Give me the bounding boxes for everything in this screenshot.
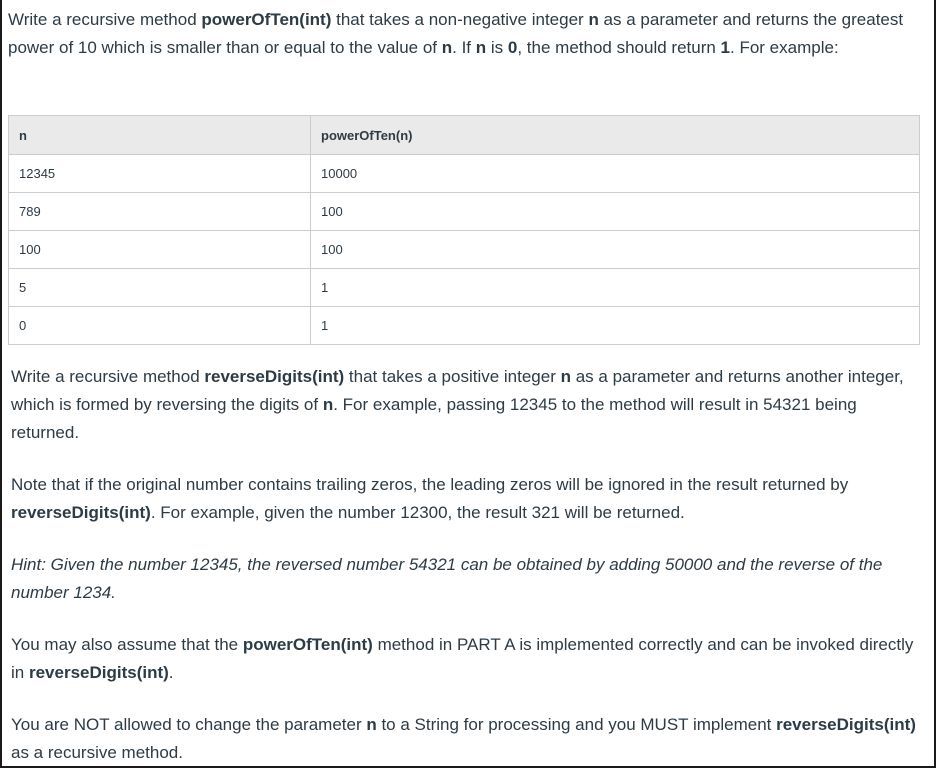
table-row	[9, 231, 920, 269]
table-cell-n: 789	[9, 193, 311, 231]
method-name: reverseDigits(int)	[11, 503, 151, 522]
table-row	[9, 269, 920, 307]
method-name: powerOfTen(int)	[242, 635, 373, 654]
method-name: powerOfTen(int)	[201, 10, 332, 29]
column-header-result: powerOfTen(n)	[311, 116, 920, 155]
table-row	[9, 307, 920, 345]
table-cell-result: 10000	[311, 155, 920, 193]
table-cell-n: 5	[9, 269, 311, 307]
method-name: reverseDigits(int)	[28, 663, 169, 682]
table-row	[9, 155, 920, 193]
restriction-paragraph: You are NOT allowed to change the parameter n to a String for processing and you MUST implement reverseDigits(int) as a recursive method.	[11, 715, 916, 762]
table-cell-result: 1	[311, 307, 920, 345]
column-header-n: n	[9, 116, 311, 155]
assumption-paragraph: You may also assume that the powerOfTen(int) method in PART A is implemented correctly and can be invoked directly in reverseDigits(int).	[11, 635, 914, 682]
table-header-row	[9, 116, 920, 155]
part-b-description: Write a recursive method reverseDigits(int) that takes a positive integer n as a parameter and returns another integer, which is formed by reversing the digits of n. For example, passing 12345 to the method will result in 54321 being returned.	[11, 367, 904, 442]
method-name: reverseDigits(int)	[776, 715, 916, 734]
trailing-zeros-note: Note that if the original number contains trailing zeros, the leading zeros will be ignored in the result returned by reverseDigits(int). For example, given the number 12300, the result 321 will be returned.	[11, 475, 849, 522]
method-name: reverseDigits(int)	[204, 367, 345, 386]
table-cell-result: 100	[311, 231, 920, 269]
examples-table	[8, 115, 920, 345]
table-cell-n: 12345	[9, 155, 311, 193]
table-row	[9, 193, 920, 231]
table-cell-n: 0	[9, 307, 311, 345]
hint-paragraph: Hint: Given the number 12345, the reversed number 54321 can be obtained by adding 50000 and the reverse of the number 1234.	[11, 555, 883, 602]
table-cell-result: 1	[311, 269, 920, 307]
table-cell-n: 100	[9, 231, 311, 269]
table-cell-result: 100	[311, 193, 920, 231]
part-a-description: Write a recursive method powerOfTen(int) that takes a non-negative integer n as a parameter and returns the greatest power of 10 which is smaller than or equal to the value of n. If n is 0, the method should return 1. For example:	[8, 10, 904, 57]
